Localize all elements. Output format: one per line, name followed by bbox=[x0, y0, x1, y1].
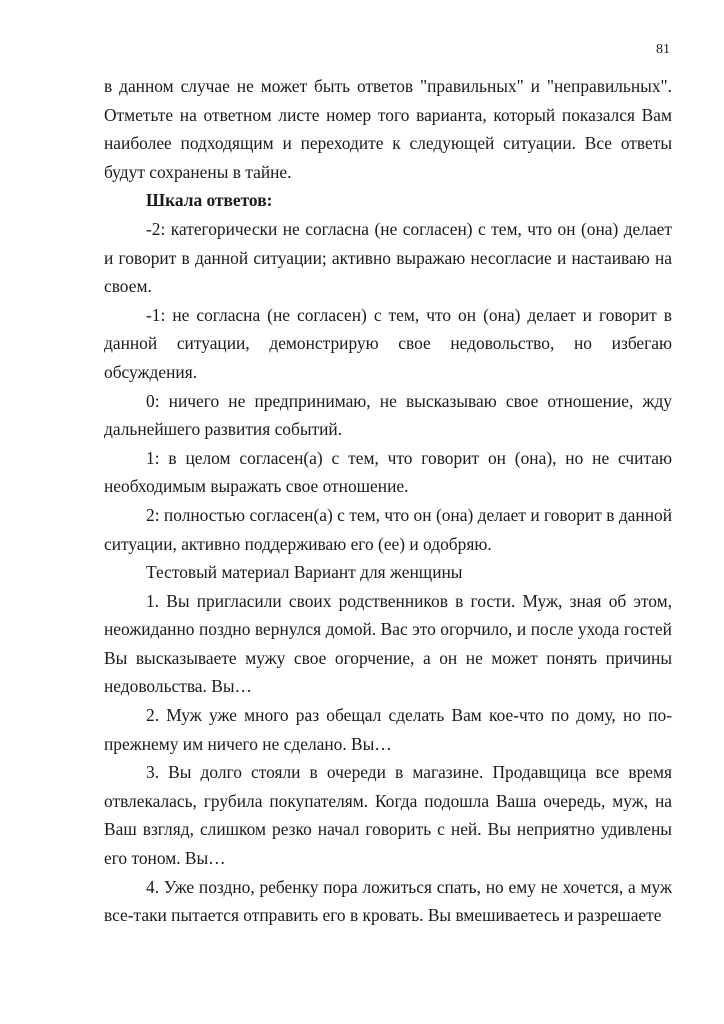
document-body bbox=[104, 72, 672, 930]
paragraph-item-1: 1. Вы пригласили своих родственников в гости. Муж, зная об этом, неожиданно поздно вернулся домой. Вас это огорчило, и после ухода гостей Вы высказываете мужу свое огорчение, а он не может понять причины недовольства. Вы… bbox=[104, 590, 672, 697]
test-material-heading: Тестовый материал Вариант для женщины bbox=[146, 562, 463, 583]
paragraph-item-2: 2. Муж уже много раз обещал сделать Вам кое-что по дому, но по-прежнему им ничего не сделано. Вы… bbox=[104, 705, 672, 754]
paragraph-item-4: 4. Уже поздно, ребенку пора ложиться спать, но ему не хочется, а муж все-таки пытается отправить его в кровать. Вы вмешиваетесь и разрешаете bbox=[104, 876, 672, 926]
paragraph-item-3: 3. Вы долго стояли в очереди в магазине. Продавщица все время отвлекалась, грубила покупателям. Когда подошла Ваша очередь, муж, на Ваш взгляд, слишком резко начал говорить с ней. Вы неприятно удивлены его тоном. Вы… bbox=[104, 762, 672, 869]
paragraph-scale-1: 1: в целом согласен(а) с тем, что говорит он (она), но не считаю необходимым выражать свое отношение. bbox=[104, 447, 672, 497]
paragraph-intro-continuation: в данном случае не может быть ответов "правильных" и "неправильных". Отметьте на ответном листе номер того варианта, который показался Вам наиболее подходящим и переходите к следующей ситуации. Все ответы будут сохранены в тайне. bbox=[104, 76, 672, 182]
page-number: 81 bbox=[656, 42, 670, 57]
paragraph-scale-2: 2: полностью согласен(а) с тем, что он (она) делает и говорит в данной ситуации, активно поддерживаю его (ее) и одобряю. bbox=[104, 504, 672, 554]
paragraph-scale-0: 0: ничего не предпринимаю, не высказываю свое отношение, жду дальнейшего развития событий. bbox=[104, 390, 672, 440]
scale-heading: Шкала ответов: bbox=[146, 190, 273, 211]
paragraph-scale-minus-2: -2: категорически не согласна (не согласен) с тем, что он (она) делает и говорит в данной ситуации; активно выражаю несогласие и настаиваю на своем. bbox=[104, 218, 672, 297]
paragraph-scale-minus-1: -1: не согласна (не согласен) с тем, что он (она) делает и говорит в данной ситуации, демонстрирую свое недовольство, но избегаю обсуждения. bbox=[104, 304, 672, 382]
